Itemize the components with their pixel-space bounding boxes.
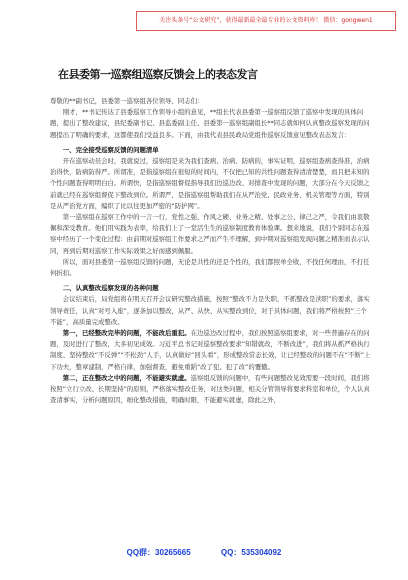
salutation: 尊敬的**副书记，县委第一巡察组各位领导、同志们： xyxy=(50,97,204,105)
point-lead: 第二，正在整改之中的问题，不能避实就虚。 xyxy=(62,373,191,382)
section-heading-2: 二、认真整改巡察发现的各种问题 xyxy=(62,284,159,293)
document-body xyxy=(50,96,372,406)
qq-group: QQ群：30265665 xyxy=(126,548,191,557)
page-title: 在县委第一巡察组巡察反馈会上的表态发言 xyxy=(58,68,258,81)
paragraph: 所以，面对县委第一巡察组反馈的问题，无论是共性的还是个性的，我们都照单全收，不找任何理由，不打任何折扣。 xyxy=(50,257,370,278)
contact-footer xyxy=(0,547,408,558)
point-text: 巡察组反馈的问题中，有些问题整改见效需要一段时间，我们将按照“立行立改、长期坚持”的原则，严格落实整改任务，对这类问题，相关分管领导将要求科室和单位，个人认真查清事实，分析问题原因，细化整改措施，明确时限，不能避实就虚，除此之外， xyxy=(50,373,370,405)
paragraph: 开在巡察动员会时，我就说过，巡察组是来为我们查病、治病、防病的，事实证明，巡察组查病查得准，治病治得快，防病防得严。所谓准，是指巡察组在很短的时间内，不仅把已知的共性问题查得清清楚楚，而且把未知的个性问题查得明明白白。所谓快，是指巡察组督促指导我们边巡边改、对排查中发现的问题，大部分在今天反馈之前就已经在巡察组督促下整改到位。所谓严，是指巡察组帮助我们在从严治党、民政业务、机关管理等方面，特别是从严治党方面，编织了比以往更加严密的“防护网”。 xyxy=(50,157,370,210)
paragraph: 第一巡察组在巡察工作中的一言一行，党性之强、作风之硬、业务之精、处事之公、律己之严，令我们由衷敬佩和深受教育。他们用实践为表率，给我们上了一堂活生生的巡察制度教育体验课。想来地说，我们个别同志在巡察中经历了一个变化过程：由前期对巡察组工作要求之严而产生不理解，到中期对巡察组发现问题之精准而表示认同，再到后期对巡察工作实际效果之好而感到佩服。 xyxy=(50,213,370,255)
paragraph-second-point xyxy=(50,373,372,407)
promo-banner: 关注头条号“公文研究”，获得最新最全最专业的公文资料库！ 微信：gongwen1 xyxy=(136,11,396,31)
paragraph: 会议结束后，局党组将在明天召开会议研究整改措施，按照“整改不力是失职，不抓整改是渎职”的要求，落实领导责任，认真“对号入座”，逐条加以整改，从严、从快、从实整改到位，对于具体问题，我们将严格按照“三个不能”，高质量完成整改。 xyxy=(50,295,370,326)
point-lead: 第一，已经整改完毕的问题，不能改后重犯。 xyxy=(62,329,191,338)
section-heading-1: 一、完全接受巡察反馈的问题清单 xyxy=(62,145,159,154)
paragraph-first-point xyxy=(50,328,372,373)
intro-paragraph: 刚才，**书记传达了县委巡察工作领导小组的意见，**组长代表县委第一巡察组反馈了巡察中发现的具体问题，提出了整改建议，县纪委副书记、县监委副主任、县委第一巡察组副组长**同志就如何认真整改巡察发现的问题提出了明确的要求，这都使我们受益良多。下面，由我代表县民政局党组作巡察反馈意见整改表态发言： xyxy=(50,108,370,139)
point-text: 在边巡边改过程中，我们按照巡察组要求，对一些普遍存在的问题，及时进行了整改，大多初见成效。习近平总书记对巡察整改要求“知错就改，不断改进”，我们将从抓严格执行制度、坚持整改“不反弹”“不松劲”人手，认真做好“回头看”，形成整改常态长效，让已经整改的问题不在“不断”上下功夫，整章建制，严格自律，加强督查，避免重蹈“改了犯、犯了改”的覆辙。 xyxy=(50,329,371,371)
qq-number: QQ：535304092 xyxy=(220,548,282,557)
